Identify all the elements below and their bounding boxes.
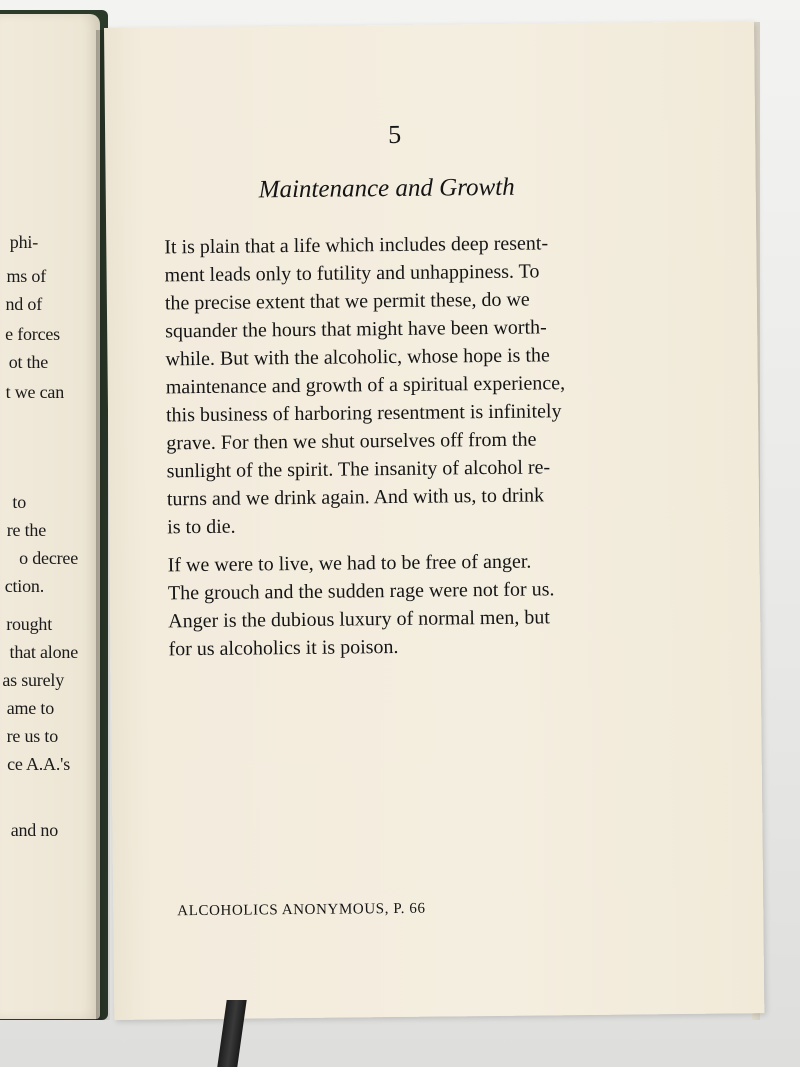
paragraph-line: turns and we drink again. And with us, to drink [166, 484, 545, 511]
paragraph-line: is to die. [167, 515, 236, 539]
paragraph-line: this business of harboring resentment is infinitely [165, 400, 562, 427]
paragraph-2 [167, 546, 648, 663]
left-page-line: that alone [9, 642, 78, 662]
paragraph-line: for us alcoholics it is poison. [168, 635, 399, 661]
paragraph-line: grave. For then we shut ourselves off from the [166, 428, 537, 455]
left-page [0, 14, 100, 1019]
left-page-line: ms of [6, 266, 46, 286]
chapter-number: 5 [387, 119, 402, 150]
left-page-line: and no [10, 820, 58, 840]
left-page-line: o decree [19, 548, 78, 568]
left-page-line: ame to [6, 698, 54, 718]
paragraph-line: If we were to live, we had to be free of anger. [167, 550, 532, 577]
left-page-line: ot the [8, 352, 48, 372]
paragraph-line: It is plain that a life which includes deep resent- [164, 232, 549, 259]
paragraph-line: squander the hours that might have been worth- [165, 316, 547, 343]
left-page-line: to [12, 492, 26, 512]
paragraph-line: Anger is the dubious luxury of normal men, but [168, 606, 550, 633]
left-page-line: re us to [6, 726, 58, 746]
footer-citation: ALCOHOLICS ANONYMOUS, P. 66 [177, 900, 426, 920]
paragraph-line: sunlight of the spirit. The insanity of alcohol re- [166, 456, 551, 483]
left-page-line: rought [6, 614, 52, 634]
left-page-line: ce A.A.'s [7, 754, 70, 774]
left-page-line: phi- [9, 232, 38, 252]
paragraph-line: The grouch and the sudden rage were not for us. [167, 578, 555, 605]
left-page-line: re the [6, 520, 46, 540]
paragraph-1 [164, 228, 647, 541]
paragraph-line: the precise extent that we permit these, do we [164, 288, 530, 315]
left-page-line: t we can [5, 382, 64, 402]
left-page-line: ction. [4, 576, 44, 596]
paragraph-line: maintenance and growth of a spiritual experience, [165, 372, 566, 399]
left-page-line: e forces [5, 324, 60, 344]
right-page [104, 21, 764, 1020]
left-page-line: nd of [5, 294, 42, 314]
left-page-line: as surely [2, 670, 64, 690]
paragraph-line: while. But with the alcoholic, whose hope is the [165, 344, 550, 371]
chapter-title: Maintenance and Growth [258, 173, 515, 204]
paragraph-line: ment leads only to futility and unhappiness. To [164, 260, 540, 287]
